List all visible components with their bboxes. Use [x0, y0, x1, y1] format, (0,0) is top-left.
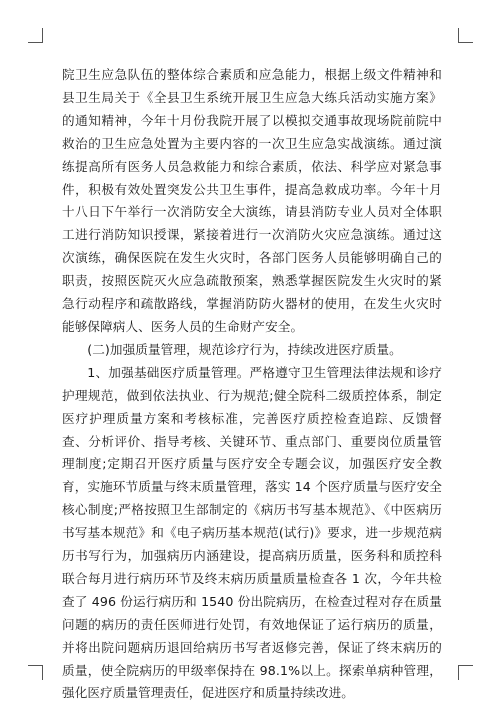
paragraph-basic-medical-quality: 1、加强基础医疗质量管理。严格遵守卫生管理法律法规和诊疗护理规范，做到依法执业、行为规范;健全院科二级质控体系，制定医疗护理质量方案和考核标准，完善医疗质控检查追踪、反馈督查、分析评价、指导考核、关键环节、重点部门、重要岗位质量管理制度;定期召开医疗质量与医疗安全专题会议，加强医疗安全教育，实施环节质量与终末质量管理，落实 14 个医疗质量与医疗安全核心制度;严格按照卫生部制定的《病历书写基本规范》、《中医病历书写基本规范》和《电子病历基本规范(试行)》要求，进一步规范病历书写行为，加强病历内涵建设，提高病历质量，医务科和质控科联合每月进行病历环节及终末病历质量质量检查各 1 次，今年共检查了 496 份运行病历和 1540 份出院病历，在检查过程对存在质量问题的病历的责任医师进行处罚，有效地保证了运行病历的质量，并将出院问题病历退回给病历书写者返修完善，保证了终末病历的质量，使全院病历的甲级率保持在 98.1%以上。探索单病种管理，强化医疗质量管理责任，促进医疗和质量持续改进。 [62, 364, 442, 701]
crop-mark-top-right [458, 28, 473, 43]
crop-mark-bottom-left [28, 665, 43, 680]
section-heading-quality-management: (二)加强质量管理，规范诊疗行为，持续改进医疗质量。 [87, 341, 402, 357]
crop-mark-bottom-right [458, 665, 473, 680]
crop-mark-top-left [28, 28, 43, 43]
paragraph-emergency-drills: 院卫生应急队伍的整体综合素质和应急能力，根据上级文件精神和县卫生局关于《全县卫生系统开展卫生应急大练兵活动实施方案》的通知精神，今年十月份我院开展了以模拟交通事故现场院前院中救治的卫生应急处置为主要内容的一次卫生应急实战演练。通过演练提高所有医务人员急救能力和综合素质，依法、科学应对紧急事件，积极有效处置突发公共卫生事件，提高急救成功率。今年十月十八日下午举行一次消防安全大演练，请县消防专业人员对全体职工进行消防知识授课，紧接着进行一次消防火灾应急演练。通过这次演练，确保医院在发生火灾时，各部门医务人员能够明确自己的职责，按照医院灭火应急疏散预案，熟悉掌握医院发生火灾时的紧急行动程序和疏散路线，掌握消防防火器材的使用，在发生火灾时能够保障病人、医务人员的生命财产安全。 [62, 67, 442, 334]
document-body [62, 64, 442, 705]
